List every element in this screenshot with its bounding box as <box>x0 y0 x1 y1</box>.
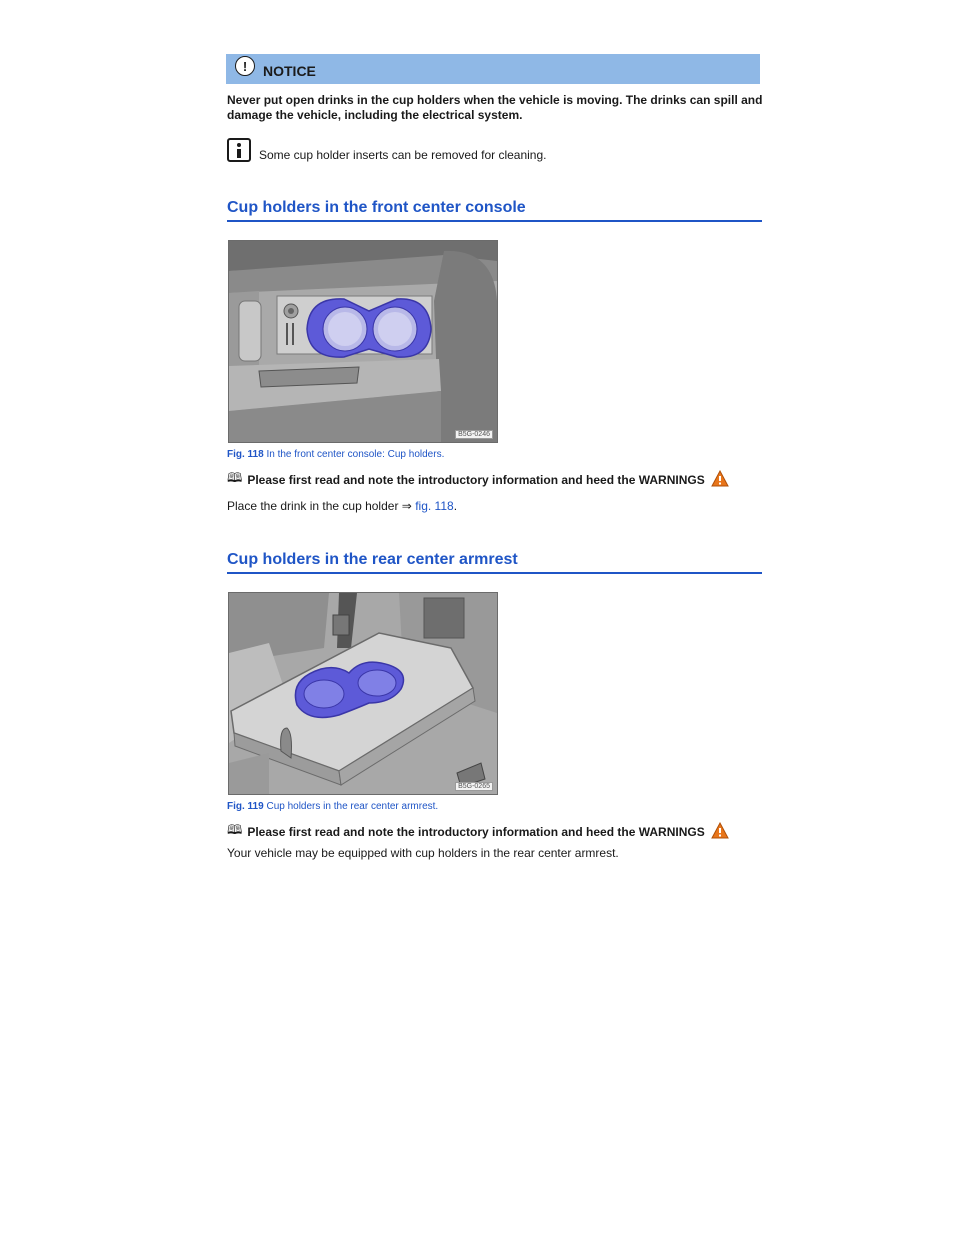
section-title-rear: Cup holders in the rear center armrest <box>227 551 762 574</box>
figure-link[interactable]: fig. 118 <box>415 499 454 513</box>
body-text-rear: Your vehicle may be equipped with cup holders in the rear center armrest. <box>227 846 619 860</box>
info-note <box>227 138 547 162</box>
body-suffix: . <box>453 499 458 513</box>
rear-armrest-illustration <box>229 593 497 794</box>
notice-title: NOTICE <box>263 63 316 79</box>
figure-caption-rear <box>227 801 438 812</box>
intro-text: Please first read and note the introductory information and heed the WARNINGS <box>247 473 705 487</box>
arrow-glyph: ⇒ <box>401 499 412 513</box>
notice-text: Never put open drinks in the cup holders when the vehicle is moving. The drinks can spill and damage the vehicle, including the electrical system. <box>227 93 763 122</box>
body-prefix: Place the drink in the cup holder <box>227 499 399 513</box>
exclamation-circle-icon: ! <box>235 56 255 76</box>
open-book-icon: 🕮 <box>227 470 243 485</box>
figure-front-console <box>228 240 498 443</box>
info-icon <box>227 138 251 162</box>
intro-text: Please first read and note the introductory information and heed the WARNINGS <box>247 825 705 839</box>
notice-header <box>226 54 760 84</box>
warning-triangle-icon <box>711 822 729 842</box>
figure-code: B5G-0265 <box>455 782 493 791</box>
caption-text: Cup holders in the rear center armrest. <box>266 801 439 812</box>
body-text-front <box>227 499 457 513</box>
caption-label: Fig. 119 <box>227 801 264 812</box>
open-book-icon: 🕮 <box>227 822 243 837</box>
figure-code: B5G-0246 <box>455 430 493 439</box>
figure-rear-armrest <box>228 592 498 795</box>
warning-triangle-icon <box>711 470 729 490</box>
caption-label: Fig. 118 <box>227 449 264 460</box>
section-title-front: Cup holders in the front center console <box>227 199 762 222</box>
caption-text: In the front center console: Cup holders. <box>266 449 445 460</box>
intro-line-rear <box>227 821 729 843</box>
front-console-illustration <box>229 241 497 442</box>
figure-caption-front <box>227 449 444 460</box>
intro-line-front <box>227 469 729 491</box>
info-note-text: Some cup holder inserts can be removed for cleaning. <box>259 148 547 162</box>
